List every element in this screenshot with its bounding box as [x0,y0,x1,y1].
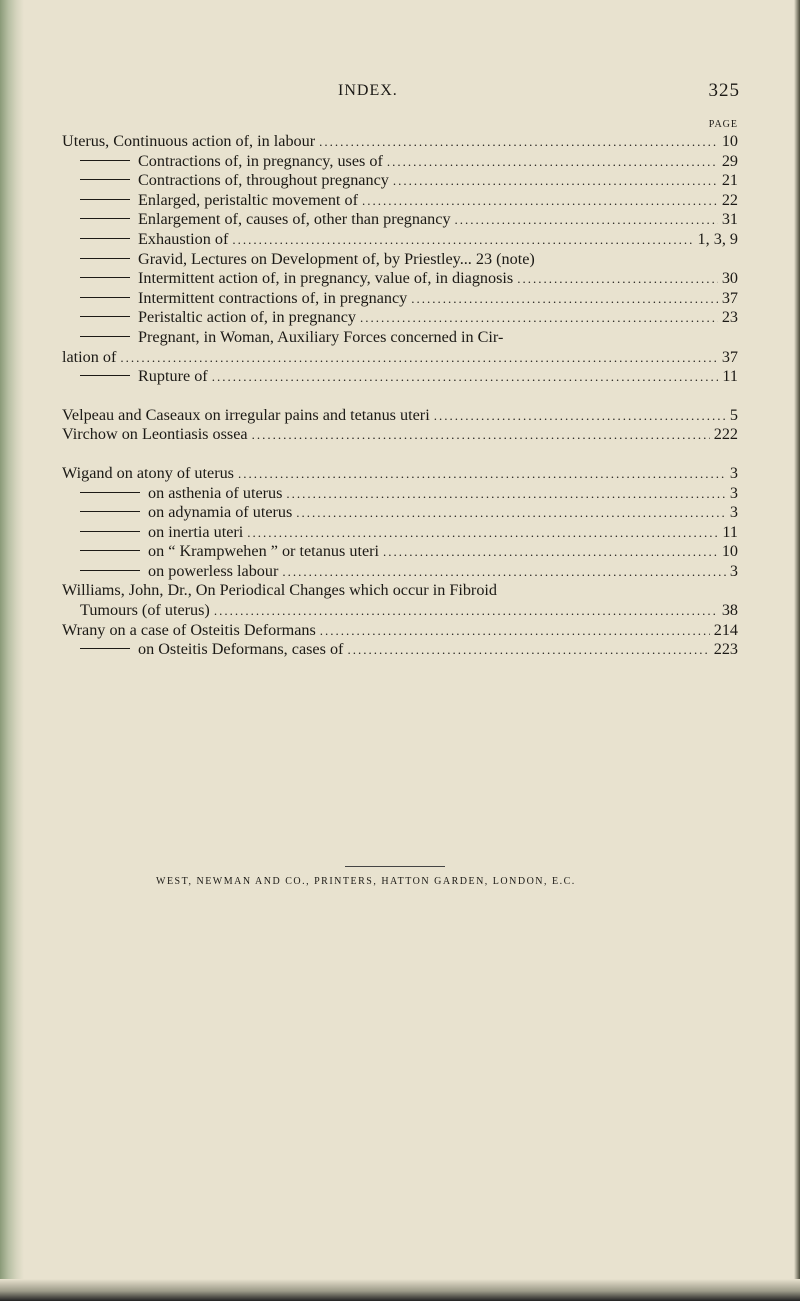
leader-dots [252,425,710,445]
leader-dots [214,601,718,621]
index-entry [62,406,738,426]
leader-dots [387,152,718,172]
index-entry [62,308,738,328]
index-entry-text: Gravid, Lectures on Development of, by Priestley... 23 (note) [138,249,535,268]
index-entry-text: Pregnant, in Woman, Auxiliary Forces concerned in Cir- [138,327,504,346]
index-entry [62,328,738,348]
leader-dots [286,484,725,504]
leader-dots [360,308,718,328]
ditto-dash [80,160,130,161]
leader-dots [393,171,718,191]
index-entry-text: Wigand on atony of uterus [62,463,234,482]
index-entry [62,250,738,270]
ditto-dash [80,550,140,551]
index-entry [62,171,738,191]
index-entry-text: Tumours (of uterus) [80,601,210,620]
index-entry [62,269,738,289]
page-bottom-edge [0,1279,800,1301]
index-entry [62,562,738,582]
ditto-dash [80,511,140,512]
index-entry-page: 11 [722,367,738,386]
leader-dots [212,367,719,387]
index-entry [62,132,738,152]
index-entry-page: 11 [722,522,738,541]
index-entry-page: 1, 3, 9 [697,229,738,248]
index-entry-text: Exhaustion of [138,229,229,248]
ditto-dash [80,336,130,337]
leader-dots [282,562,726,582]
leader-dots [238,464,726,484]
index-entry-text: on asthenia of uterus [148,483,283,502]
index-entry [62,640,738,660]
index-entry-page: 3 [729,483,738,502]
index-entry-text: on inertia uteri [148,522,244,541]
index-entry-text: Contractions of, throughout pregnancy [138,171,389,190]
leader-dots [434,406,726,426]
index-entry-page: 22 [721,190,738,209]
header-page-number: 325 [708,80,740,101]
leader-dots [319,132,718,152]
index-entry [62,484,738,504]
footer-rule [345,866,445,867]
index-entry-page: 10 [721,132,738,150]
index-entry-text: Contractions of, in pregnancy, uses of [138,151,383,170]
index-entry-text: Rupture of [138,367,208,386]
ditto-dash [80,179,130,180]
index-entry [62,542,738,562]
ditto-dash [80,648,130,649]
index-entry-text: Virchow on Leontiasis ossea [62,425,248,444]
index-entry-text: on Osteitis Deformans, cases of [138,640,344,659]
leader-dots [347,640,709,660]
index-entry-page: 3 [729,561,738,580]
index-entry-page: 21 [721,171,738,190]
leader-dots [517,269,718,289]
leader-dots [383,542,718,562]
book-binding-edge [0,0,24,1301]
index-entry-text: Enlargement of, causes of, other than pregnancy [138,210,451,229]
index-entry-page: 222 [713,425,738,444]
section-gap [62,445,738,464]
index-entry-page: 31 [721,210,738,229]
ditto-dash [80,277,130,278]
ditto-dash [80,199,130,200]
index-entry-page: 30 [721,269,738,288]
index-entry-page: 38 [721,601,738,620]
ditto-dash [80,531,140,532]
leader-dots [296,503,726,523]
index-entry-text: on powerless labour [148,561,279,580]
index-entry-text: Uterus, Continuous action of, in labour [62,132,316,150]
index-list [62,132,738,660]
index-entry-text: Wrany on a case of Osteitis Deformans [62,620,316,639]
page-right-edge [794,0,800,1301]
index-entry [62,348,738,368]
index-entry [62,230,738,250]
ditto-dash [80,238,130,239]
leader-dots [362,191,718,211]
index-entry [62,581,738,601]
index-entry-text: lation of [62,347,117,366]
leader-dots [320,621,710,641]
ditto-dash [80,570,140,571]
printer-imprint: WEST, NEWMAN AND CO., PRINTERS, HATTON GARDEN, LONDON, E.C. [156,876,576,887]
index-entry-page: 23 [721,308,738,327]
index-entry [62,464,738,484]
index-entry [62,621,738,641]
index-entry-page: 29 [721,151,738,170]
index-entry [62,210,738,230]
index-entry-text: Intermittent contractions of, in pregnancy [138,288,408,307]
index-entry-text: Williams, John, Dr., On Periodical Changes which occur in Fibroid [62,581,497,600]
leader-dots [232,230,693,250]
index-entry [62,152,738,172]
ditto-dash [80,258,130,259]
header-title: INDEX. [338,82,398,99]
index-entry-text: Enlarged, peristaltic movement of [138,190,358,209]
index-entry-text: Velpeau and Caseaux on irregular pains and tetanus uteri [62,405,430,424]
ditto-dash [80,218,130,219]
index-entry [62,601,738,621]
index-entry-text: Intermittent action of, in pregnancy, value of, in diagnosis [138,269,514,288]
index-entry-text: Peristaltic action of, in pregnancy [138,308,357,327]
ditto-dash [80,492,140,493]
index-entry-page: 223 [713,640,738,659]
ditto-dash [80,316,130,317]
section-gap [62,387,738,406]
leader-dots [120,348,717,368]
index-entry [62,523,738,543]
leader-dots [247,523,718,543]
index-entry-page: 37 [721,288,738,307]
ditto-dash [80,297,130,298]
running-header [60,82,740,106]
index-entry-page: 3 [729,463,738,482]
index-entry [62,289,738,309]
leader-dots [455,210,718,230]
index-entry-page: 5 [729,405,738,424]
index-entry-page: 37 [721,347,738,366]
index-entry [62,503,738,523]
index-entry-text: on adynamia of uterus [148,503,293,522]
index-entry-text: on “ Krampwehen ” or tetanus uteri [148,542,380,561]
ditto-dash [80,375,130,376]
page-column-heading: PAGE [708,119,738,130]
index-entry-page: 3 [729,503,738,522]
index-entry-page: 10 [721,542,738,561]
leader-dots [411,289,718,309]
index-entry [62,191,738,211]
index-entry [62,367,738,387]
index-entry-page: 214 [713,620,738,639]
index-entry [62,425,738,445]
